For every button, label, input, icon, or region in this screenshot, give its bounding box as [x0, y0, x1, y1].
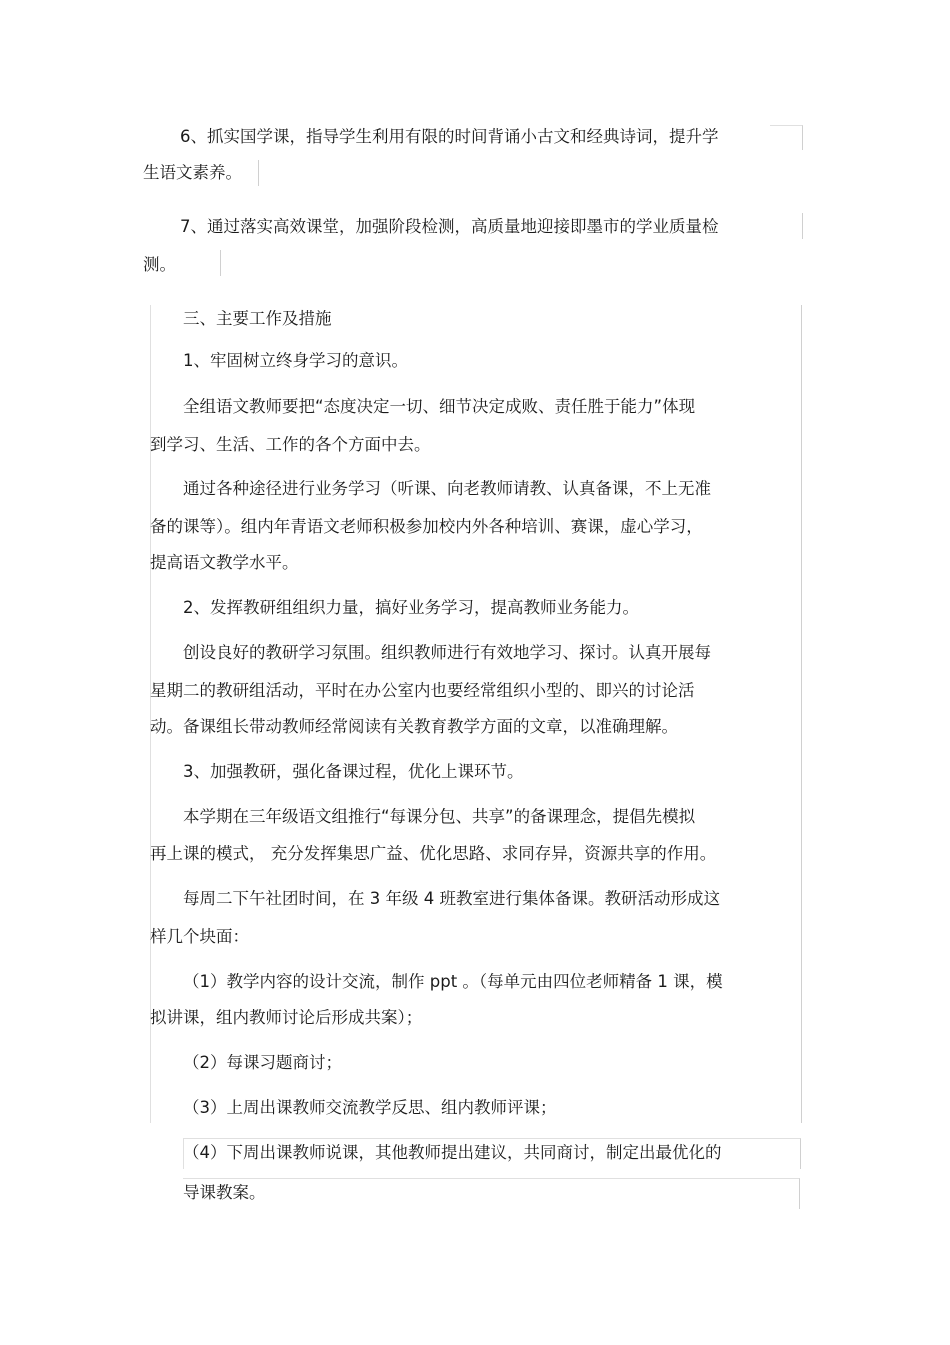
item3-para2-line1: 每周二下午社团时间，在 3 年级 4 班教室进行集体备课。教研活动形成这 [183, 889, 720, 908]
item3-sub3: （3）上周出课教师交流教学反思、组内教师评课； [183, 1098, 557, 1117]
item2-para1-line3: 动。备课组长带动教师经常阅读有关教育教学方面的文章，以准确理解。 [150, 717, 678, 736]
item1-para2-line2: 备的课等）。组内年青语文老师积极参加校内外各种培训、赛课，虚心学习， [150, 517, 703, 536]
frame-p7-line1 [770, 213, 803, 239]
item2-title: 2、发挥教研组组织力量，搞好业务学习，提高教师业务能力。 [183, 598, 639, 617]
frame-p7-line2 [200, 250, 221, 276]
section-heading: 三、主要工作及措施 [183, 309, 332, 328]
frame-p6-line1 [770, 125, 803, 150]
item1-title: 1、牢固树立终身学习的意识。 [183, 351, 408, 370]
item1-para1-line1: 全组语文教师要把“态度决定一切、细节决定成败、责任胜于能力”体现 [183, 397, 696, 416]
p6-line2: 生语文素养。 [143, 163, 242, 182]
item1-para1-line2: 到学习、生活、工作的各个方面中去。 [150, 435, 431, 454]
item2-para1-line2: 星期二的教研组活动，平时在办公室内也要经常组织小型的、即兴的讨论活 [150, 681, 695, 700]
frame-section-three [150, 305, 802, 1123]
item3-sub1-line2: 拟讲课，组内教师讨论后形成共案）； [150, 1008, 423, 1027]
item3-sub1-line1: （1）教学内容的设计交流，制作 ppt 。（每单元由四位老师精备 1 课，模 [183, 972, 723, 991]
item3-para1-line2: 再上课的模式， 充分发挥集思广益、优化思路、求同存异，资源共享的作用。 [150, 844, 717, 863]
item3-para1-line1: 本学期在三年级语文组推行“每课分包、共享”的备课理念，提倡先模拟 [183, 807, 696, 826]
item3-sub4-line2: 导课教案。 [183, 1183, 266, 1202]
frame-sub4-line2 [183, 1178, 800, 1209]
item3-para2-line2: 样几个块面： [150, 927, 249, 946]
p7-line2: 测。 [143, 255, 176, 274]
frame-p6-line2 [240, 160, 259, 186]
item1-para2-line1: 通过各种途径进行业务学习（听课、向老教师请教、认真备课，不上无准 [183, 479, 711, 498]
item3-title: 3、加强教研，强化备课过程，优化上课环节。 [183, 762, 524, 781]
p7-line1: 7、通过落实高效课堂，加强阶段检测，高质量地迎接即墨市的学业质量检 [180, 217, 719, 236]
item3-sub4-line1: （4）下周出课教师说课，其他教师提出建议，共同商讨，制定出最优化的 [183, 1143, 722, 1162]
p6-line1: 6、抓实国学课，指导学生利用有限的时间背诵小古文和经典诗词，提升学 [180, 127, 719, 146]
item1-para2-line3: 提高语文教学水平。 [150, 553, 299, 572]
item3-sub2: （2）每课习题商讨； [183, 1053, 342, 1072]
item2-para1-line1: 创设良好的教研学习氛围。组织教师进行有效地学习、探讨。认真开展每 [183, 643, 711, 662]
